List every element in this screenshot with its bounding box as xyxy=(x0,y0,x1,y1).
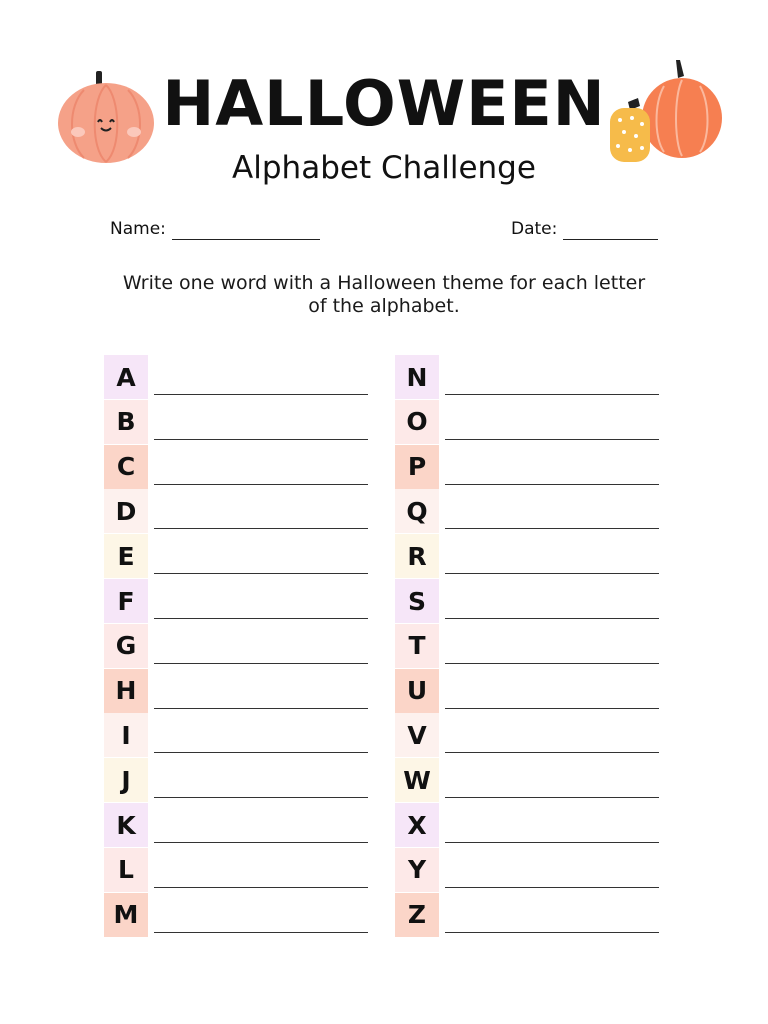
letter-tile: G xyxy=(104,624,148,668)
answer-line[interactable] xyxy=(154,663,368,664)
letter-tile: E xyxy=(104,534,148,578)
letter-row xyxy=(104,534,374,578)
answer-line[interactable] xyxy=(154,439,368,440)
answer-line[interactable] xyxy=(445,618,659,619)
answer-line[interactable] xyxy=(154,752,368,753)
letter-row xyxy=(104,445,374,489)
page-subtitle: Alphabet Challenge xyxy=(232,150,536,186)
answer-line[interactable] xyxy=(154,797,368,798)
letter-row xyxy=(395,579,665,623)
answer-line[interactable] xyxy=(154,573,368,574)
answer-line[interactable] xyxy=(445,573,659,574)
answer-line[interactable] xyxy=(445,394,659,395)
letter-row xyxy=(395,758,665,802)
date-label: Date: xyxy=(511,219,558,239)
letter-row xyxy=(395,534,665,578)
letter-tile: R xyxy=(395,534,439,578)
letter-row xyxy=(395,848,665,892)
letter-tile: D xyxy=(104,489,148,533)
answer-line[interactable] xyxy=(154,484,368,485)
answer-line[interactable] xyxy=(154,394,368,395)
answer-line[interactable] xyxy=(445,752,659,753)
letter-tile: N xyxy=(395,355,439,399)
letter-row xyxy=(395,893,665,937)
answer-line[interactable] xyxy=(445,932,659,933)
answer-line[interactable] xyxy=(445,528,659,529)
answer-line[interactable] xyxy=(154,708,368,709)
letter-tile: A xyxy=(104,355,148,399)
letter-tile: V xyxy=(395,713,439,757)
answer-line[interactable] xyxy=(445,797,659,798)
answer-line[interactable] xyxy=(445,842,659,843)
letter-tile: Y xyxy=(395,848,439,892)
letter-tile: I xyxy=(104,713,148,757)
letter-row xyxy=(395,803,665,847)
letter-row xyxy=(104,758,374,802)
letter-row xyxy=(104,848,374,892)
letter-row xyxy=(104,669,374,713)
answer-line[interactable] xyxy=(445,708,659,709)
answer-line[interactable] xyxy=(445,484,659,485)
answer-line[interactable] xyxy=(154,842,368,843)
letter-row xyxy=(395,355,665,399)
letter-tile: J xyxy=(104,758,148,802)
name-field[interactable] xyxy=(110,218,320,240)
letter-row xyxy=(104,893,374,937)
letter-row xyxy=(104,400,374,444)
page-title: HALLOWEEN xyxy=(162,67,606,140)
instructions-line-1: Write one word with a Halloween theme for each letter xyxy=(122,272,646,294)
letter-row xyxy=(104,803,374,847)
letter-row xyxy=(395,669,665,713)
instructions xyxy=(84,272,684,318)
letter-tile: M xyxy=(104,893,148,937)
letter-row xyxy=(395,400,665,444)
instructions-line-2: of the alphabet. xyxy=(308,295,460,317)
answer-line[interactable] xyxy=(154,618,368,619)
letter-row xyxy=(104,713,374,757)
letter-tile: Z xyxy=(395,893,439,937)
letter-tile: C xyxy=(104,445,148,489)
letter-tile: T xyxy=(395,624,439,668)
letter-tile: H xyxy=(104,669,148,713)
answer-line[interactable] xyxy=(154,887,368,888)
letter-row xyxy=(395,445,665,489)
letter-row xyxy=(104,624,374,668)
letter-row xyxy=(395,489,665,533)
date-field[interactable] xyxy=(511,218,658,240)
letter-tile: P xyxy=(395,445,439,489)
answer-line[interactable] xyxy=(445,887,659,888)
letter-tile: S xyxy=(395,579,439,623)
letter-tile: W xyxy=(395,758,439,802)
name-label: Name: xyxy=(110,219,166,239)
answer-line[interactable] xyxy=(154,528,368,529)
letter-row xyxy=(104,579,374,623)
letter-tile: X xyxy=(395,803,439,847)
name-input-line[interactable] xyxy=(172,223,320,240)
letter-tile: L xyxy=(104,848,148,892)
letter-tile: B xyxy=(104,400,148,444)
answer-line[interactable] xyxy=(445,439,659,440)
answer-line[interactable] xyxy=(445,663,659,664)
letter-tile: F xyxy=(104,579,148,623)
date-input-line[interactable] xyxy=(563,223,658,240)
letter-tile: Q xyxy=(395,489,439,533)
letter-row xyxy=(395,713,665,757)
letter-row xyxy=(104,489,374,533)
letter-tile: U xyxy=(395,669,439,713)
letter-tile: O xyxy=(395,400,439,444)
letter-tile: K xyxy=(104,803,148,847)
answer-line[interactable] xyxy=(154,932,368,933)
letter-row xyxy=(395,624,665,668)
letter-row xyxy=(104,355,374,399)
